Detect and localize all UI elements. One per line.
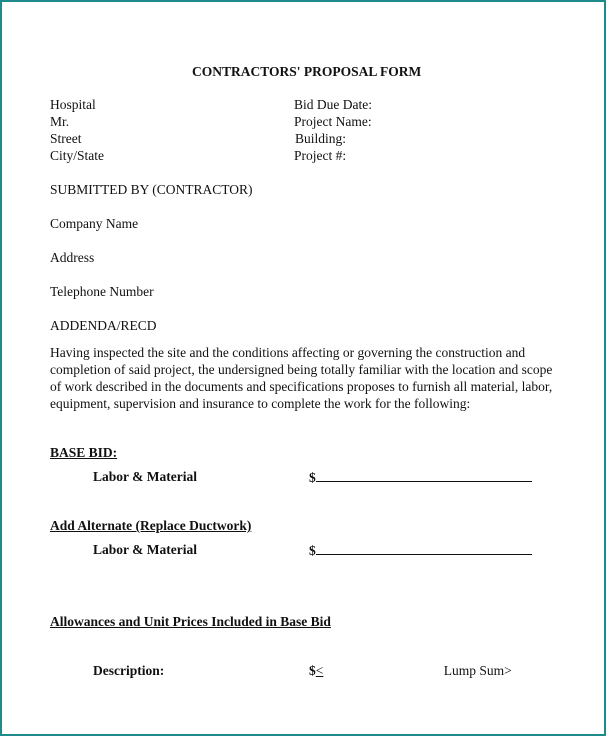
submitted-by-heading: SUBMITTED BY (CONTRACTOR) [50, 182, 253, 197]
project-name-label: Project Name: [294, 114, 372, 129]
add-alternate-heading: Add Alternate (Replace Ductwork) [50, 518, 252, 533]
amount-blank-line [316, 468, 532, 482]
open-bracket: < [315, 663, 324, 678]
currency-symbol: $ [309, 470, 316, 485]
company-name-label: Company Name [50, 216, 139, 231]
base-bid-heading: BASE BID: [50, 445, 118, 460]
lump-sum-field[interactable] [309, 662, 512, 679]
project-number-label: Project #: [294, 148, 347, 163]
mr-label: Mr. [50, 114, 70, 129]
proposal-paragraph: Having inspected the site and the conditions affecting or governing the construction and completion of said project, the undersigned being totally familiar with the location and scope of work described in the documents and specifications proposes to furnish all material, labor, equipment, supervision and insurance to complete the work for the following: [50, 345, 553, 411]
base-bid-amount-field[interactable] [309, 468, 532, 486]
description-label: Description: [93, 663, 165, 678]
address-label: Address [50, 250, 95, 265]
lump-sum-label: Lump Sum> [443, 663, 512, 678]
street-label: Street [50, 131, 82, 146]
amount-blank-line [316, 541, 532, 555]
bid-due-date-label: Bid Due Date: [294, 97, 372, 112]
add-alternate-labor-label: Labor & Material [93, 542, 197, 557]
building-label: Building: [295, 131, 347, 146]
currency-symbol: $ [309, 543, 316, 558]
add-alternate-amount-field[interactable] [309, 541, 532, 559]
lump-sum-underline [316, 662, 512, 679]
allowances-heading: Allowances and Unit Prices Included in Base Bid [50, 614, 331, 629]
hospital-label: Hospital [50, 97, 96, 112]
telephone-label: Telephone Number [50, 284, 154, 299]
currency-symbol: $ [309, 663, 316, 678]
base-bid-labor-label: Labor & Material [93, 469, 197, 484]
city-state-label: City/State [50, 148, 104, 163]
addenda-label: ADDENDA/RECD [50, 318, 157, 333]
form-title: CONTRACTORS' PROPOSAL FORM [192, 64, 422, 79]
